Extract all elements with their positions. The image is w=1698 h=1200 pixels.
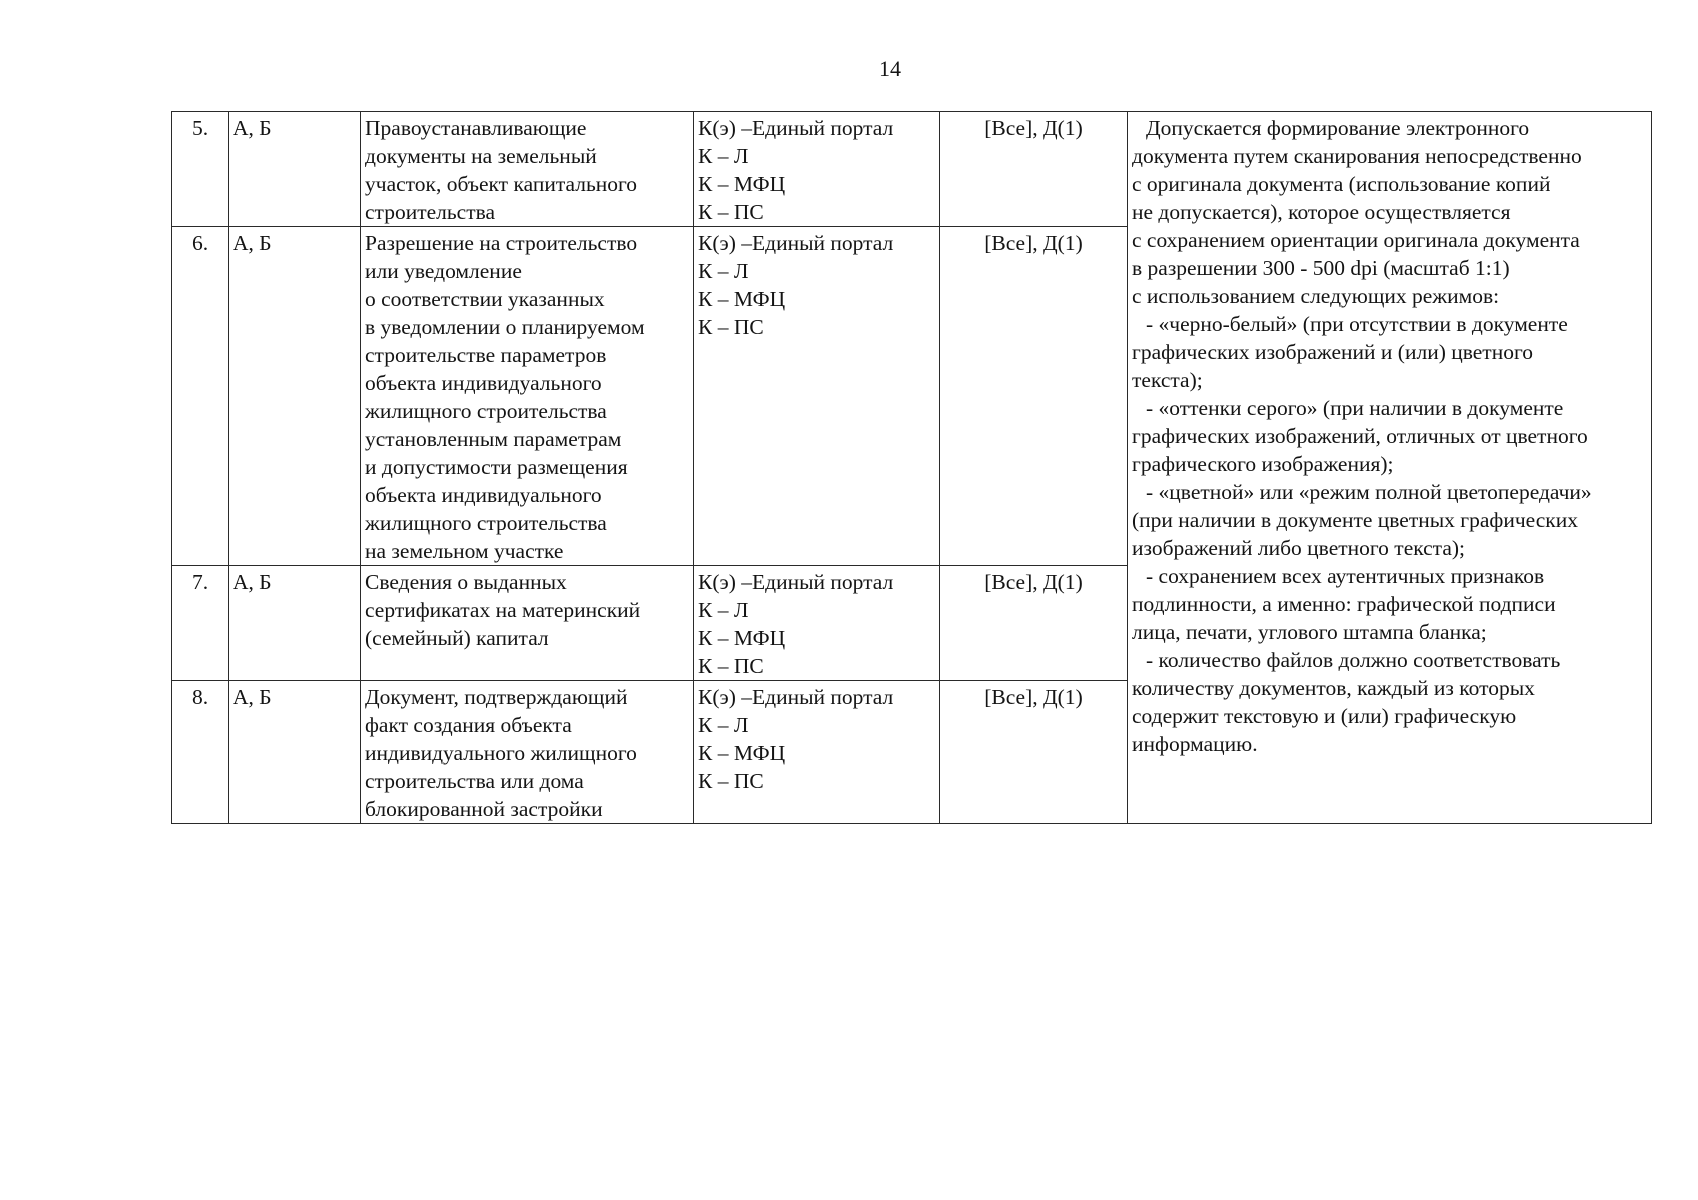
row-number: 5. (172, 112, 229, 227)
document-name-line: Документ, подтверждающий (365, 685, 628, 709)
document-name-line: Правоустанавливающие (365, 116, 587, 140)
submission-channels-line: К – МФЦ (698, 172, 786, 196)
document-name-line: строительства (365, 200, 496, 224)
document-name-line: установленным параметрам (365, 427, 622, 451)
scan-requirement-line: графических изображений, отличных от цветного (1132, 424, 1588, 448)
document-name-line: жилищного строительства (365, 511, 607, 535)
document-name-line: сертификатах на материнский (365, 598, 641, 622)
scan-requirement-line: изображений либо цветного текста); (1132, 536, 1466, 560)
document-name-line: Сведения о выданных (365, 570, 567, 594)
scan-requirement-line: - «цветной» или «режим полной цветопередачи» (1146, 480, 1592, 504)
document-name-line: блокированной застройки (365, 797, 603, 821)
document-name-line: (семейный) капитал (365, 626, 549, 650)
submission-channels-line: К – Л (698, 713, 749, 737)
row-number: 7. (172, 566, 229, 681)
submission-channels-line: К – ПС (698, 769, 764, 793)
document-name (361, 681, 694, 824)
submission-channels (694, 112, 940, 227)
scan-requirements-cell (1128, 112, 1652, 824)
submission-channels-line: К – Л (698, 259, 749, 283)
document-name-line: о соответствии указанных (365, 287, 605, 311)
submission-channels-line: К(э) –Единый портал (698, 231, 894, 255)
scan-requirement-line: - «оттенки серого» (при наличии в документе (1146, 396, 1564, 420)
scan-requirement-line: содержит текстовую и (или) графическую (1132, 704, 1517, 728)
scan-requirement-line: с использованием следующих режимов: (1132, 284, 1500, 308)
row-number: 8. (172, 681, 229, 824)
scan-requirement-line: (при наличии в документе цветных графических (1132, 508, 1578, 532)
scan-requirement-line: подлинности, а именно: графической подписи (1132, 592, 1556, 616)
submission-channels (694, 681, 940, 824)
requirement-code: [Все], Д(1) (940, 112, 1128, 227)
submission-channels (694, 227, 940, 566)
submission-channels-line: К – МФЦ (698, 741, 786, 765)
scan-requirement-line: графического изображения); (1132, 452, 1394, 476)
submission-channels-line: К – Л (698, 144, 749, 168)
applicant-categories: А, Б (229, 566, 361, 681)
scan-requirement-line: документа путем сканирования непосредственно (1132, 144, 1582, 168)
document-name-line: строительстве параметров (365, 343, 607, 367)
scan-requirement-line: - «черно-белый» (при отсутствии в документе (1146, 312, 1568, 336)
document-name-line: на земельном участке (365, 539, 564, 563)
scan-requirement-line: с сохранением ориентации оригинала документа (1132, 228, 1580, 252)
scan-requirement-line: текста); (1132, 368, 1203, 392)
submission-channels-line: К – ПС (698, 200, 764, 224)
submission-channels-line: К – ПС (698, 315, 764, 339)
submission-channels-line: К – ПС (698, 654, 764, 678)
document-name-line: индивидуального жилищного (365, 741, 637, 765)
document-name (361, 566, 694, 681)
applicant-categories: А, Б (229, 227, 361, 566)
document-name-line: и допустимости размещения (365, 455, 628, 479)
scan-requirement-line: графических изображений и (или) цветного (1132, 340, 1533, 364)
document-name-line: документы на земельный (365, 144, 597, 168)
submission-channels-line: К(э) –Единый портал (698, 685, 894, 709)
document-name-line: или уведомление (365, 259, 522, 283)
document-name-line: объекта индивидуального (365, 371, 602, 395)
scan-requirement-line: - количество файлов должно соответствовать (1146, 648, 1561, 672)
document-name-line: строительства или дома (365, 769, 584, 793)
submission-channels-line: К – Л (698, 598, 749, 622)
scan-requirement-line: с оригинала документа (использование копий (1132, 172, 1551, 196)
submission-channels-line: К – МФЦ (698, 626, 786, 650)
page-number: 14 (879, 56, 901, 81)
scan-requirement-line: лица, печати, углового штампа бланка; (1132, 620, 1487, 644)
scan-requirement-line: не допускается), которое осуществляется (1132, 200, 1511, 224)
document-name-line: в уведомлении о планируемом (365, 315, 645, 339)
scan-requirement-line: - сохранением всех аутентичных признаков (1146, 564, 1545, 588)
document-name-line: объекта индивидуального (365, 483, 602, 507)
scan-requirement-line: количеству документов, каждый из которых (1132, 676, 1535, 700)
applicant-categories: А, Б (229, 112, 361, 227)
submission-channels (694, 566, 940, 681)
scan-requirement-line: Допускается формирование электронного (1146, 116, 1530, 140)
requirement-code: [Все], Д(1) (940, 566, 1128, 681)
scan-requirement-line: информацию. (1132, 732, 1258, 756)
table-row (172, 112, 1652, 227)
row-number: 6. (172, 227, 229, 566)
requirement-code: [Все], Д(1) (940, 227, 1128, 566)
document-name-line: факт создания объекта (365, 713, 572, 737)
submission-channels-line: К(э) –Единый портал (698, 570, 894, 594)
submission-channels-line: К(э) –Единый портал (698, 116, 894, 140)
document-name-line: участок, объект капитального (365, 172, 638, 196)
document-name-line: Разрешение на строительство (365, 231, 638, 255)
document-name (361, 227, 694, 566)
document-name (361, 112, 694, 227)
scan-requirement-line: в разрешении 300 - 500 dpi (масштаб 1:1) (1132, 256, 1510, 280)
document-name-line: жилищного строительства (365, 399, 607, 423)
applicant-categories: А, Б (229, 681, 361, 824)
requirement-code: [Все], Д(1) (940, 681, 1128, 824)
documents-table (171, 111, 1652, 824)
submission-channels-line: К – МФЦ (698, 287, 786, 311)
